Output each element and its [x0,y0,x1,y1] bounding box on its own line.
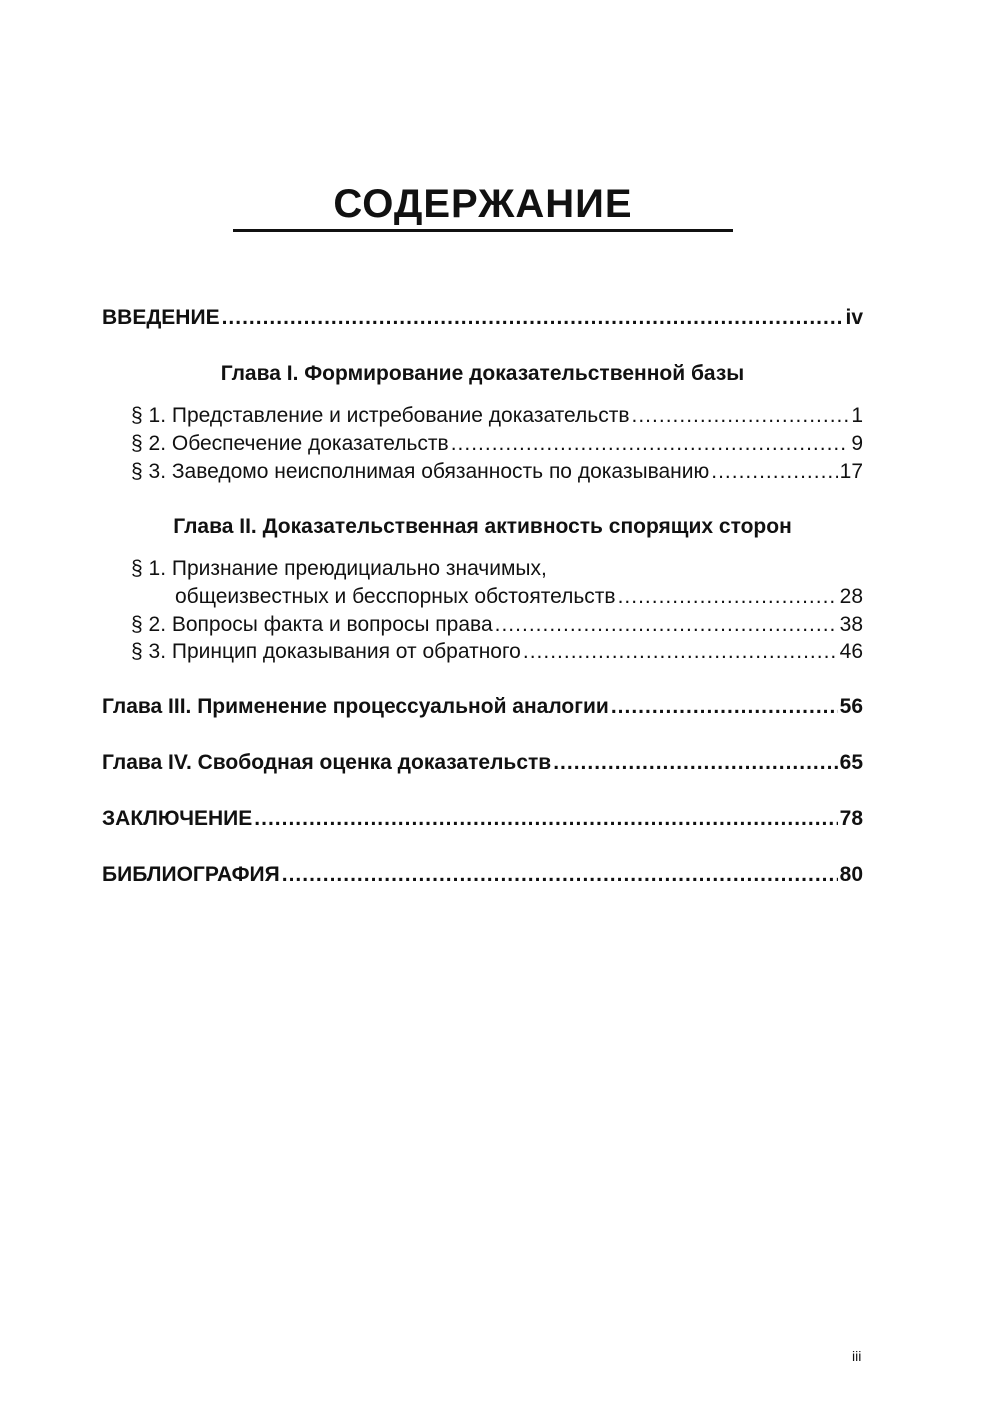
toc-entry-ch2-s2[interactable] [131,611,863,639]
toc-entry-ch1-s1[interactable] [131,402,863,430]
toc-page-number: 17 [839,460,863,483]
toc-entry-ch2-s1-line2[interactable] [175,583,863,611]
toc-page-number: 9 [851,432,863,455]
dot-leader [632,402,850,430]
toc-entry-label: Глава III. Применение процессуальной аналогии [102,695,609,718]
dot-leader [711,458,837,486]
toc-entry-ch2-s3[interactable] [131,638,863,666]
title-underline [233,229,733,232]
dot-leader [618,583,838,611]
toc-entry-label: § 3. Принцип доказывания от обратного [131,640,521,663]
dot-leader [495,611,838,639]
toc-entry-label: § 1. Представление и истребование доказательств [131,404,630,427]
toc-entry-label: Глава IV. Свободная оценка доказательств [102,751,552,774]
toc-page-number: 56 [839,695,863,718]
dot-leader [254,805,837,833]
toc-entry-bibliography[interactable] [102,861,863,889]
dot-leader [282,861,838,889]
toc-entry-intro[interactable] [102,304,863,332]
toc-entry-ch1-s3[interactable] [131,458,863,486]
dot-leader [222,304,844,332]
toc-entry-chapter-4[interactable] [102,749,863,777]
toc-entry-label: БИБЛИОГРАФИЯ [102,863,280,886]
toc-entry-chapter-3[interactable] [102,693,863,721]
page-number-folio: iii [852,1348,862,1364]
page-title: СОДЕРЖАНИЕ [333,182,633,226]
toc-entry-label: § 3. Заведомо неисполнимая обязанность по доказыванию [131,460,710,483]
toc-page-number: iv [845,306,863,329]
chapter-1-heading: Глава I. Формирование доказательственной базы [220,362,745,385]
dot-leader [523,638,838,666]
toc-page-number: 1 [851,404,863,427]
toc-entry-ch2-s1-line1[interactable]: § 1. Признание преюдициально значимых, [131,557,547,580]
dot-leader [553,749,837,777]
toc-entry-ch1-s2[interactable] [131,430,863,458]
dot-leader [611,693,838,721]
toc-page-number: 28 [839,585,863,608]
toc-entry-label: § 2. Обеспечение доказательств [131,432,449,455]
toc-page-number: 46 [839,640,863,663]
dot-leader [451,430,850,458]
toc-entry-label: § 2. Вопросы факта и вопросы права [131,613,493,636]
toc-page-number: 65 [839,751,863,774]
toc-page-number: 80 [839,863,863,886]
toc-page-number: 38 [839,613,863,636]
chapter-2-heading: Глава II. Доказательственная активность спорящих сторон [173,515,792,538]
toc-entry-conclusion[interactable] [102,805,863,833]
toc-entry-label: ЗАКЛЮЧЕНИЕ [102,807,253,830]
toc-entry-label: ВВЕДЕНИЕ [102,306,220,329]
toc-page-number: 78 [839,807,863,830]
toc-entry-label: общеизвестных и бесспорных обстоятельств [175,585,616,608]
